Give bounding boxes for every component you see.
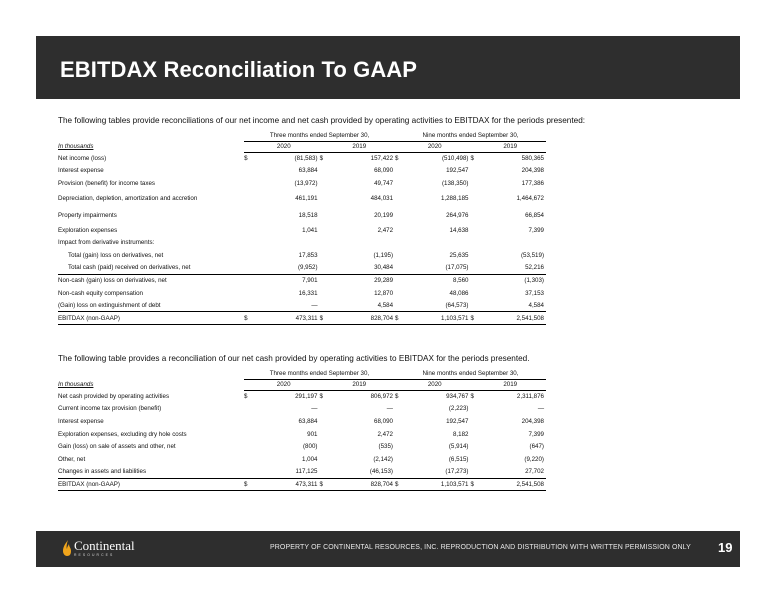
currency-symbol: $ (395, 478, 401, 491)
row-label: Other, net (58, 455, 86, 463)
cell-value: 2,311,876 (516, 393, 544, 401)
currency-symbol: $ (319, 478, 325, 491)
year-header: 2019 (476, 141, 546, 152)
table-row (58, 236, 546, 249)
cell-value: (800) (303, 443, 318, 451)
row-label: Gain (loss) on sale of assets and other, net (58, 443, 176, 451)
cell-value: 1,004 (301, 455, 318, 463)
cell-value: (6,515) (448, 455, 469, 463)
flame-drop-icon (62, 539, 72, 557)
cell-value: 934,767 (446, 393, 469, 401)
cell-value: 68,090 (374, 417, 393, 425)
cell-value: 4,584 (377, 301, 394, 309)
cell-value: 52,216 (525, 264, 544, 272)
cell-value: 63,884 (298, 167, 318, 175)
confidentiality-note: PROPERTY OF CONTINENTAL RESOURCES, INC. REPRODUCTION AND DISTRIBUTION WITH WRITTEN PERMISSION ONLY (270, 544, 691, 551)
group-header-nine-months: Nine months ended September 30, (395, 130, 546, 141)
cell-value: (81,583) (294, 155, 318, 163)
cell-value: 37,153 (525, 289, 544, 297)
group-header-nine-months: Nine months ended September 30, (395, 368, 546, 379)
ebitdax-from-net-income-table (58, 130, 546, 325)
currency-symbol: $ (243, 393, 248, 401)
cell-value: 30,484 (374, 264, 394, 272)
cell-value: 1,464,672 (516, 194, 544, 202)
year-header: 2020 (401, 141, 470, 152)
currency-symbol: $ (395, 155, 399, 163)
table-body (58, 390, 546, 491)
group-header-row (58, 368, 546, 379)
cell-value (250, 236, 320, 249)
group-header-three-months: Three months ended September 30, (244, 368, 395, 379)
cell-value: 461,191 (295, 194, 318, 202)
cell-value: 192,547 (446, 167, 469, 175)
row-label: Depreciation, depletion, amortization and accretion (58, 194, 198, 202)
table-body (58, 152, 546, 325)
slide-title: EBITDAX Reconciliation To GAAP (60, 57, 418, 82)
table-row (58, 428, 546, 441)
logo-subtitle: RESOURCES (74, 553, 115, 557)
row-label: EBITDAX (non-GAAP) (58, 312, 244, 325)
year-header: 2020 (401, 379, 471, 390)
cell-value: 192,547 (446, 417, 469, 425)
currency-symbol: $ (470, 393, 474, 401)
table-row (58, 390, 546, 403)
year-header: 2020 (250, 379, 320, 390)
cell-value: — (537, 405, 544, 413)
cell-value: 1,103,571 (401, 312, 470, 325)
year-header: 2019 (325, 379, 395, 390)
table-row (58, 224, 546, 237)
table-row (58, 274, 546, 287)
cell-value: 48,086 (449, 289, 469, 297)
table-row (58, 312, 546, 325)
table-row (58, 207, 546, 224)
cell-value: 204,398 (521, 417, 544, 425)
table-row (58, 287, 546, 300)
row-label: Current income tax provision (benefit) (58, 405, 162, 413)
cell-value: 14,638 (449, 226, 469, 234)
row-label: Net income (loss) (58, 154, 107, 162)
cell-value: (13,972) (294, 179, 318, 187)
year-header: 2019 (326, 141, 396, 152)
cell-value: 806,972 (370, 393, 393, 401)
cell-value: 18,518 (298, 211, 318, 219)
currency-symbol: $ (470, 155, 474, 163)
currency-symbol: $ (244, 312, 250, 325)
cell-value: — (311, 301, 318, 309)
cell-value: 2,541,508 (476, 312, 546, 325)
cell-value (401, 236, 470, 249)
row-label: Total cash (paid) received on derivatives, net (68, 264, 191, 272)
cell-value: 484,031 (370, 194, 394, 202)
cell-value: 29,289 (326, 274, 396, 287)
cell-value: 473,311 (250, 478, 320, 491)
cell-value: 63,884 (298, 417, 318, 425)
row-label: Impact from derivative instruments: (58, 239, 155, 247)
group-header-row (58, 130, 546, 141)
cell-value: (535) (378, 443, 393, 451)
cell-value: (64,573) (445, 301, 469, 309)
cell-value: (510,498) (441, 155, 469, 163)
cell-value: 2,472 (377, 430, 393, 438)
section1-intro: The following tables provide reconciliations of our net income and net cash provided by operating activities to EBITDAX for the periods presented: (58, 116, 586, 125)
currency-symbol: $ (319, 393, 323, 401)
cell-value: (46,153) (369, 468, 393, 476)
cell-value: 828,704 (326, 312, 396, 325)
currency-symbol: $ (244, 478, 250, 491)
table-row (58, 440, 546, 453)
row-label: Changes in assets and liabilities (58, 468, 147, 476)
cell-value: (5,914) (448, 443, 469, 451)
table-row (58, 403, 546, 416)
row-label: Total (gain) loss on derivatives, net (68, 251, 164, 259)
year-header: 2019 (476, 379, 546, 390)
row-label: Non-cash equity compensation (58, 289, 143, 297)
cell-value: 1,041 (302, 226, 318, 234)
cell-value: 4,584 (528, 301, 544, 309)
row-label: Property impairments (58, 211, 117, 219)
row-label: Exploration expenses (58, 226, 118, 234)
cell-value (326, 236, 396, 249)
logo-name: Continental (74, 538, 135, 553)
cell-value: (2,223) (448, 405, 469, 413)
cell-value: 1,103,571 (401, 478, 471, 491)
cell-value: 25,635 (449, 251, 469, 259)
cell-value: 66,854 (525, 211, 544, 219)
cell-value: 1,288,185 (440, 194, 469, 202)
row-label: Exploration expenses, excluding dry hole costs (58, 430, 187, 438)
cell-value: 7,901 (250, 274, 320, 287)
cell-value: 204,398 (521, 167, 544, 175)
cell-value: 8,560 (401, 274, 470, 287)
table-row (58, 165, 546, 178)
currency-symbol: $ (470, 312, 476, 325)
cell-value: 473,311 (250, 312, 320, 325)
table-row (58, 190, 546, 207)
cell-value: (647) (529, 443, 544, 451)
cell-value: — (386, 405, 393, 413)
cell-value: 117,125 (295, 468, 318, 476)
table-row (58, 415, 546, 428)
cell-value: 16,331 (298, 289, 318, 297)
units-label: In thousands (58, 381, 94, 388)
cell-value: (1,303) (476, 274, 546, 287)
cell-value: 2,541,508 (476, 478, 546, 491)
units-label: In thousands (58, 143, 94, 150)
table-row (58, 299, 546, 312)
cell-value: (1,195) (373, 251, 394, 259)
currency-symbol: $ (244, 155, 248, 163)
table-row (58, 453, 546, 466)
currency-symbol: $ (470, 478, 476, 491)
cell-value: (138,350) (441, 179, 469, 187)
page-number: 19 (718, 540, 733, 555)
cell-value: 12,870 (374, 289, 394, 297)
year-header: 2020 (250, 141, 320, 152)
cell-value: 17,853 (298, 251, 318, 259)
cell-value: 291,197 (295, 393, 318, 401)
cell-value: 20,199 (374, 211, 394, 219)
cell-value: 8,182 (452, 430, 469, 438)
row-label: EBITDAX (non-GAAP) (58, 478, 244, 491)
table-row (58, 177, 546, 190)
cell-value: 580,365 (521, 155, 544, 163)
cell-value: — (311, 405, 318, 413)
currency-symbol: $ (319, 155, 324, 163)
cell-value: 27,702 (525, 468, 544, 476)
cell-value: 177,386 (521, 179, 544, 187)
currency-symbol: $ (320, 312, 326, 325)
cell-value: 7,399 (528, 430, 544, 438)
group-header-three-months: Three months ended September 30, (244, 130, 395, 141)
company-logo (62, 539, 135, 557)
cell-value: 264,976 (446, 211, 469, 219)
cell-value: (17,273) (445, 468, 469, 476)
table-row (58, 152, 546, 165)
cell-value: (17,075) (445, 264, 469, 272)
ebitdax-from-operating-cash-table (58, 368, 546, 491)
table-row (58, 466, 546, 479)
row-label: (Gain) loss on extinguishment of debt (58, 301, 161, 309)
cell-value: 2,472 (377, 226, 394, 234)
currency-symbol: $ (395, 312, 401, 325)
cell-value: (9,220) (524, 455, 544, 463)
table-row (58, 478, 546, 491)
currency-symbol: $ (394, 393, 399, 401)
cell-value: (9,952) (297, 264, 318, 272)
cell-value: 49,747 (374, 179, 394, 187)
cell-value: 68,090 (374, 167, 394, 175)
cell-value: (2,142) (373, 455, 393, 463)
footer-bar (36, 531, 740, 567)
cell-value: 901 (307, 430, 318, 438)
row-label: Interest expense (58, 417, 104, 425)
cell-value: 157,422 (370, 155, 394, 163)
cell-value: 828,704 (325, 478, 395, 491)
cell-value: (53,519) (520, 251, 544, 259)
row-label: Net cash provided by operating activities (58, 392, 170, 400)
table-row (58, 249, 546, 262)
row-label: Interest expense (58, 167, 104, 175)
title-bar (36, 36, 740, 99)
year-header-row (58, 141, 546, 152)
table-row (58, 262, 546, 275)
row-label: Provision (benefit) for income taxes (58, 179, 155, 187)
cell-value (476, 236, 546, 249)
row-label: Non-cash (gain) loss on derivatives, net (58, 274, 244, 287)
cell-value: 7,399 (528, 226, 544, 234)
section2-intro: The following table provides a reconciliation of our net cash provided by operating activities to EBITDAX for the periods presented. (58, 354, 530, 363)
year-header-row (58, 379, 546, 390)
